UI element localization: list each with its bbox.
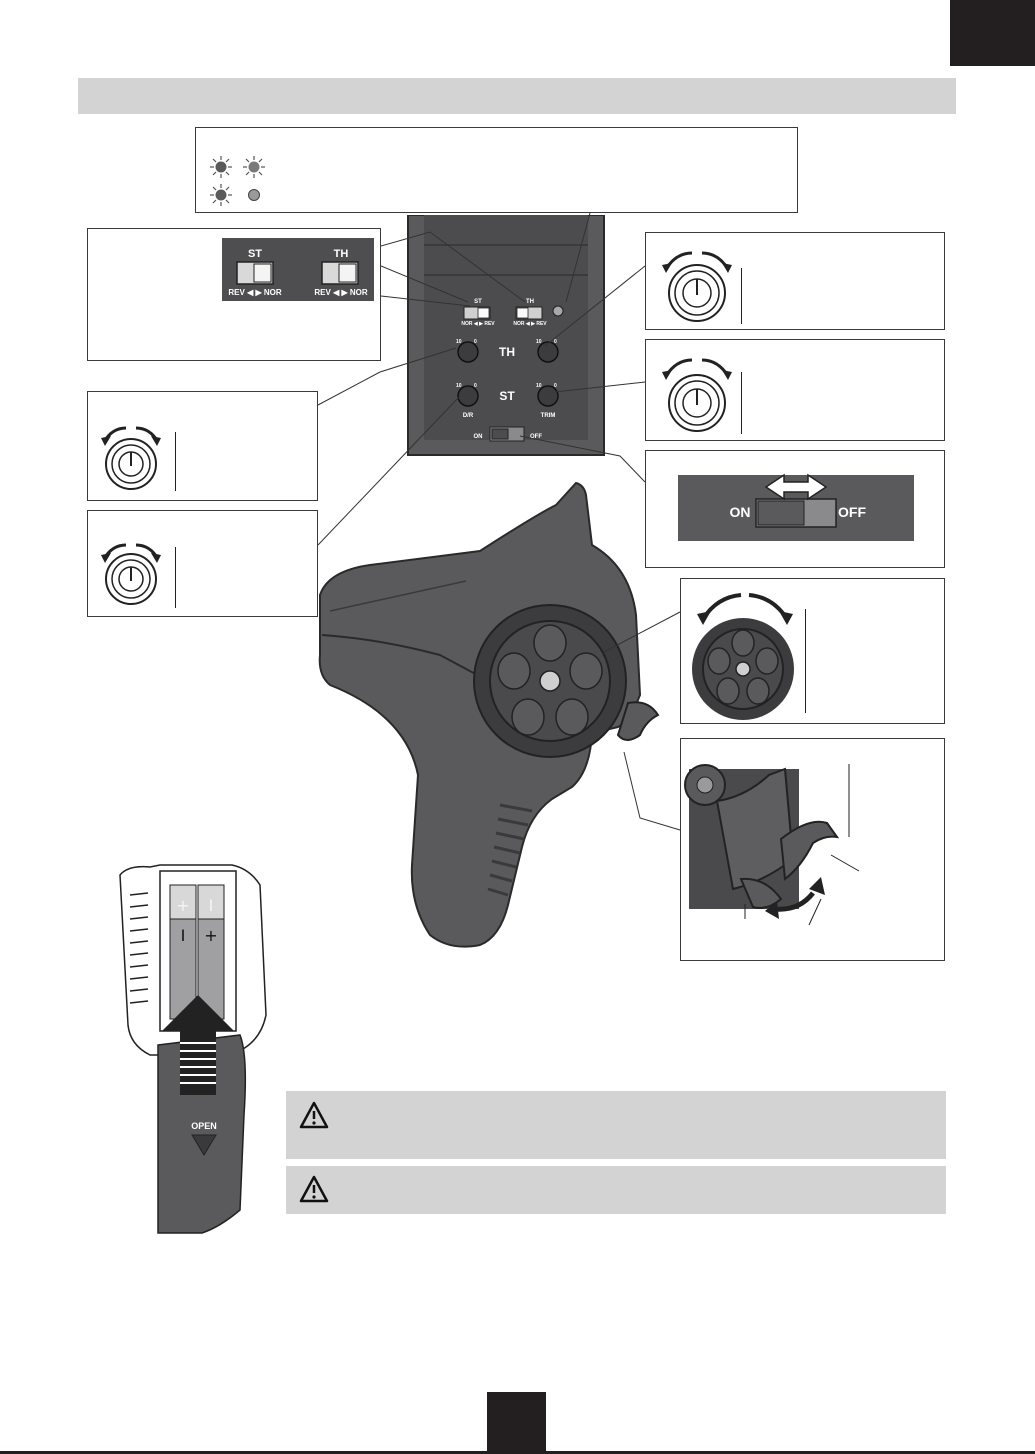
panel-th-label: TH — [526, 299, 534, 305]
st-switch-label: ST — [247, 248, 263, 260]
language-tab — [950, 0, 1035, 66]
warning-bar-1 — [286, 1091, 946, 1159]
panel-st-label: ST — [474, 299, 482, 305]
steering-trim-knob-box — [645, 339, 945, 441]
divider-line — [175, 547, 176, 608]
warning-bar-2 — [286, 1166, 946, 1214]
battery-plus-bottom: + — [204, 926, 218, 945]
throttle-dr-knob-box — [87, 391, 318, 501]
knob-min-4: 0 — [554, 383, 557, 389]
rotary-knob-icon — [646, 233, 946, 331]
panel-led — [553, 306, 563, 316]
rotary-knob-icon — [88, 392, 319, 502]
panel-on-label: ON — [473, 434, 483, 440]
th-row-label: TH — [499, 345, 515, 359]
warning-triangle-icon — [299, 1101, 329, 1129]
steering-dr-knob-box — [87, 510, 318, 617]
divider-line — [175, 432, 176, 491]
battery-minus-top: I — [208, 896, 214, 915]
divider-line — [741, 372, 742, 434]
section-header-bar — [78, 78, 956, 114]
knob-min-1: 0 — [474, 339, 477, 345]
transmitter-illustration — [300, 215, 660, 955]
panel-off-label: OFF — [530, 434, 542, 440]
knob-max-2: 10 — [536, 339, 542, 345]
dr-label: D/R — [462, 413, 474, 419]
knob-min-2: 0 — [554, 339, 557, 345]
warning-triangle-icon — [299, 1175, 329, 1203]
divider-line — [741, 268, 742, 324]
panel-th-dir: NOR ◀ ▶ REV — [513, 321, 547, 327]
knob-min-3: 0 — [474, 383, 477, 389]
throttle-trigger-icon — [681, 739, 946, 962]
knob-max-4: 10 — [536, 383, 542, 389]
battery-plus-top: + — [176, 896, 190, 915]
page-number-block — [487, 1392, 546, 1454]
on-label: ON — [729, 504, 751, 520]
steering-wheel-icon — [681, 579, 946, 725]
divider-line — [805, 609, 806, 713]
led-status-box — [195, 127, 798, 213]
battery-minus-bottom: I — [180, 926, 186, 945]
trim-label: TRIM — [540, 413, 556, 419]
off-label: OFF — [838, 504, 866, 520]
throttle-trigger-box — [680, 738, 945, 961]
st-row-label: ST — [499, 389, 515, 403]
battery-compartment-illustration — [110, 855, 275, 1240]
open-label: OPEN — [191, 1121, 217, 1131]
rotary-knob-icon — [646, 340, 946, 442]
th-direction-label: REV ◀ ▶ NOR — [314, 288, 368, 297]
rotary-knob-icon — [88, 511, 319, 618]
knob-max-3: 10 — [456, 383, 462, 389]
knob-max-1: 10 — [456, 339, 462, 345]
st-direction-label: REV ◀ ▶ NOR — [228, 288, 282, 297]
throttle-trim-knob-box — [645, 232, 945, 330]
panel-st-dir: NOR ◀ ▶ REV — [461, 321, 495, 327]
steering-wheel-box — [680, 578, 945, 724]
power-switch-box — [645, 450, 945, 568]
th-switch-label: TH — [333, 248, 349, 260]
led-indicator-icon — [196, 128, 799, 214]
